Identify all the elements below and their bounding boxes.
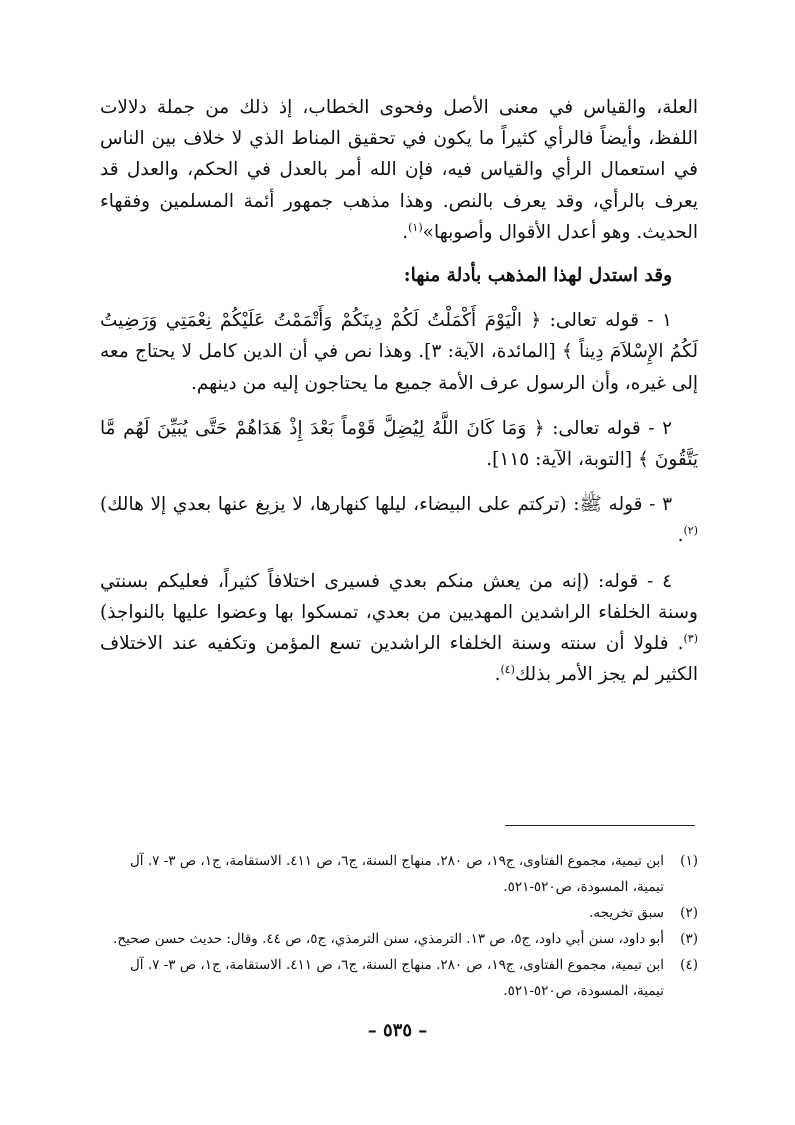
section-heading: وقد استدل لهذا المذهب بأدلة منها: [403,265,672,287]
evidence-item-2: ٢ - قوله تعالى: ﴿ وَمَا كَانَ اللَّهُ لِيُضِلَّ قَوْماً بَعْدَ إِذْ هَدَاهُمْ حَتَّى يُبَيِّنَ لَهُم مَّا يَتَّقُونَ ﴾ [التوبة، الآية: ١١٥]. [100,417,698,471]
evidence-item-4: ٤ - قوله: (إنه من يعش منكم بعدي فسيرى اختلافاً كثيراً، فعليكم بسنتي وسنة الخلفاء الراشدين المهديين من بعدي، تمسكوا بها وعضوا عليها بالنواجذ)$^{(٣)}$. فلولا أن سنته وسنة الخلفاء الراشدين تسع المؤمن وتكفيه عند الاختلاف الكثير لم يجز الأمر بذلك$^{(٤)}$. [100,570,698,686]
footnote-ref-4[interactable]: (٤) [500,663,515,677]
footnote-item [100,900,698,926]
footnote-item [100,926,698,952]
footnote-ref-1[interactable]: (١) [408,220,423,234]
footnote-text: ابن تيمية، مجموع الفتاوى، ج١٩، ص ٢٨٠. منهاج السنة، ج٦، ص ٤١١. الاستقامة، ج١، ص ٣- ٧. آل تيمية، المسودة، ص٥٢٠-٥٢١. [129,853,664,895]
footnote-ref-3[interactable]: (٣) [683,631,698,645]
footnote-number: (٢) [680,905,698,921]
footnote-ref-2[interactable]: (٢) [683,524,698,538]
footnotes [100,848,698,1004]
quran-verse-1: ﴿ الْيَوْمَ أَكْمَلْتُ لَكُمْ دِينَكُمْ وَأَتْمَمْتُ عَلَيْكُمْ نِعْمَتِي وَرَضِيتُ لَكُمُ الإِسْلاَمَ دِيناً ﴾ [100,310,698,363]
footnote-number: (٣) [680,931,698,947]
footnote-number: (٤) [680,957,698,973]
footnote-text: ابن تيمية، مجموع الفتاوى، ج١٩، ص ٢٨٠. منهاج السنة، ج٦، ص ٤١١. الاستقامة، ج١، ص ٣- ٧. آل تيمية، المسودة، ص٥٢٠-٥٢١. [129,957,664,999]
evidence-item-3: ٣ - قوله ﷺ: (تركتم على البيضاء، ليلها كنهارها، لا يزيغ عنها بعدي إلا هالك)$^{(٢)}$. [100,494,698,547]
footnote-number: (١) [680,853,698,869]
footnote-text: سبق تخريجه. [589,905,664,921]
main-text [100,92,698,690]
footnote-item [100,848,698,900]
paragraph-1: العلة، والقياس في معنى الأصل وفحوى الخطاب، إذ ذلك من جملة دلالات اللفظ، وأيضاً فالرأي كثيراً ما يكون في تحقيق المناط الذي لا خلاف بين الناس في استعمال الرأي والقياس فيه، فإن الله أمر بالعدل في الحكم، والعدل قد يعرف بالرأي، وقد يعرف بالنص. وهذا مذهب جمهور أئمة المسلمين وفقهاء الحديث. وهو أعدل الأقوال وأصوبها»$^{(١)}$. [100,97,698,243]
evidence-item-1: ١ - قوله تعالى: ﴿ الْيَوْمَ أَكْمَلْتُ لَكُمْ دِينَكُمْ وَأَتْمَمْتُ عَلَيْكُمْ نِعْمَتِي وَرَضِيتُ لَكُمُ الإِسْلاَمَ دِيناً ﴾ [المائدة، الآية: ٣]. وهذا نص في أن الدين كامل لا يحتاج معه إلى غيره، وأن الرسول عرف الأمة جميع ما يحتاجون إليه من دينهم. [100,310,698,394]
footnote-divider [505,825,695,826]
footnote-text: أبو داود، سنن أبي داود، ج٥، ص ١٣. الترمذي، سنن الترمذي، ج٥، ص ٤٤. وقال: حديث حسن صحيح. [113,931,664,947]
quran-verse-2: ﴿ وَمَا كَانَ اللَّهُ لِيُضِلَّ قَوْماً بَعْدَ إِذْ هَدَاهُمْ حَتَّى يُبَيِّنَ لَهُم مَّا يَتَّقُونَ ﴾ [100,417,698,471]
page-number: – ٥٣٥ – [367,1020,428,1041]
footnote-item [100,952,698,1004]
